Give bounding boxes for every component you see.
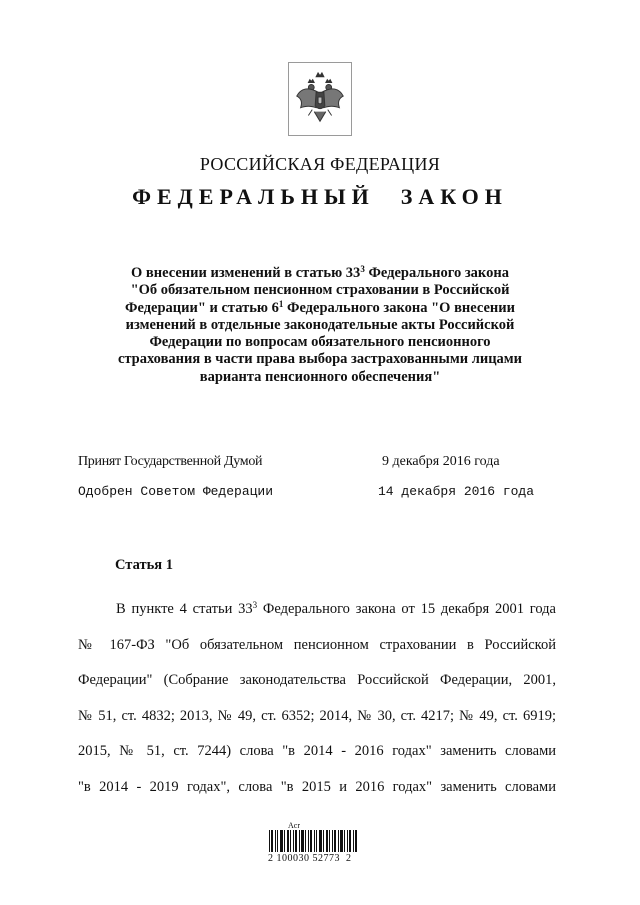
article-line-text: Федерального закона от 15 декабря 2001 года [257, 601, 556, 617]
article-line: "в 2014 - 2019 годах", слова "в 2015 и 2016 годах" заменить словами [78, 778, 556, 795]
country-name: РОССИЙСКАЯ ФЕДЕРАЦИЯ [199, 154, 441, 174]
title-line: страхования в части права выбора застрахованными лицами [117, 351, 523, 368]
coat-of-arms-emblem [288, 62, 352, 136]
law-type-word-law: ЗАКОН [400, 184, 508, 209]
superscript: 3 [252, 600, 258, 610]
council-approval-date: 14 декабря 2016 года [378, 484, 535, 499]
title-line [100, 265, 540, 282]
title-line: варианта пенсионного обеспечения" [199, 368, 441, 385]
barcode-mark: Acr [288, 821, 300, 830]
article-line [78, 592, 556, 628]
title-line-text: Федерального закона [364, 265, 509, 281]
law-title [100, 265, 540, 386]
duma-adoption-label: Принят Государственной Думой [78, 454, 263, 469]
article-heading: Статья 1 [115, 557, 173, 573]
article-line: 2015, № 51, ст. 7244) слова "в 2014 - 2016 годах" заменить словами [78, 743, 556, 759]
title-line-text: Федерации" и статью 6 [125, 299, 279, 316]
title-line [100, 300, 540, 317]
barcode-bars [268, 830, 358, 852]
barcode [268, 822, 368, 864]
article-body [78, 592, 556, 805]
document-type-heading [0, 184, 640, 210]
article-line: № 51, ст. 4832; 2013, № 49, ст. 6352; 2014, № 30, ст. 4217; № 49, ст. 6919; [78, 707, 556, 724]
article-line-text: В пункте 4 статьи 33 [116, 601, 253, 617]
article-line: Федерации" (Собрание законодательства Российской Федерации, 2001, [78, 672, 556, 688]
title-line: изменений в отдельные законодательные акты Российской [125, 316, 515, 333]
double-headed-eagle-icon [289, 63, 351, 135]
superscript: 3 [360, 264, 365, 274]
superscript: 1 [278, 298, 284, 309]
title-line: Федерации по вопросам обязательного пенсионного [149, 334, 491, 351]
law-type-word-federal: ФЕДЕРАЛЬНЫЙ [132, 184, 375, 209]
title-line-text: Федерального закона "О внесении [283, 299, 515, 316]
title-line: "Об обязательном пенсионном страховании в Российской [130, 282, 510, 299]
duma-adoption-date: 9 декабря 2016 года [382, 454, 500, 469]
barcode-number: 2 100030 52773 2 [268, 853, 352, 864]
article-line: № 167-ФЗ "Об обязательном пенсионном страховании в Российской [78, 636, 556, 653]
title-line-text: О внесении изменений в статью 33 [131, 265, 361, 281]
council-approval-label: Одобрен Советом Федерации [78, 484, 274, 499]
